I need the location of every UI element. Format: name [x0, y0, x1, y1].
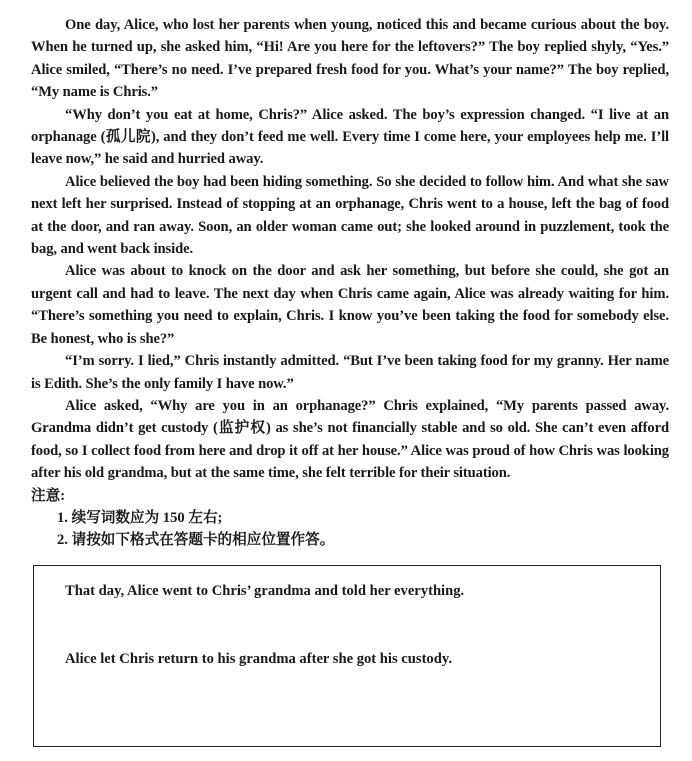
paragraph-6: Alice asked, “Why are you in an orphanage?” Chris explained, “My parents passed away. Grandma didn’t get custody (监护权) as she’s not financially stable and so old. She can’t even afford food, so I collect food from here and drop it off at her house.” Alice was proud of how Chris was looking after his old grandma, but at the same time, she felt terrible for their situation. — [31, 397, 669, 482]
notes-section — [31, 485, 669, 552]
note-item-1: 1. 续写词数应为 150 左右; — [57, 509, 223, 526]
note-item-2: 2. 请按如下格式在答题卡的相应位置作答。 — [57, 532, 335, 549]
paragraph-5: “I’m sorry. I lied,” Chris instantly admitted. “But I’ve been taking food for my granny. Her name is Edith. She’s the only family I have now.” — [31, 353, 669, 392]
paragraph-3: Alice believed the boy had been hiding something. So she decided to follow him. And what she saw next left her surprised. Instead of stopping at an orphanage, Chris went to a house, left the bag of food at the door, and ran away. Soon, an older woman came out; she looked around in puzzlement, took the bag, and went back inside. — [31, 173, 669, 258]
notes-title: 注意: — [31, 487, 66, 504]
paragraph-1: One day, Alice, who lost her parents when young, noticed this and became curious about the boy. When he turned up, she asked him, “Hi! Are you here for the leftovers?” The boy replied shyly, “Yes.” Alice smiled, “There’s no need. I’ve prepared fresh food for you. What’s your name?” The boy replied, “My name is Chris.” — [31, 17, 669, 101]
notes-list — [31, 507, 669, 552]
passage — [31, 14, 669, 552]
answer-box-opening-line-2: Alice let Chris return to his grandma after she got his custody. — [65, 651, 452, 667]
paragraph-4: Alice was about to knock on the door and ask her something, but before she could, she got an urgent call and had to leave. The next day when Chris came again, Alice was already waiting for him. “There’s something you need to explain, Chris. I know you’ve been taking the food for somebody else. Be honest, who is she?” — [31, 263, 669, 347]
answer-box — [33, 565, 661, 747]
paragraph-2: “Why don’t you eat at home, Chris?” Alice asked. The boy’s expression changed. “I live at an orphanage (孤儿院), and they don’t feed me well. Every time I come here, your employees help me. I’ll leave now,” he said and hurried away. — [31, 106, 669, 168]
answer-box-opening-line-1: That day, Alice went to Chris’ grandma and told her everything. — [65, 583, 465, 599]
